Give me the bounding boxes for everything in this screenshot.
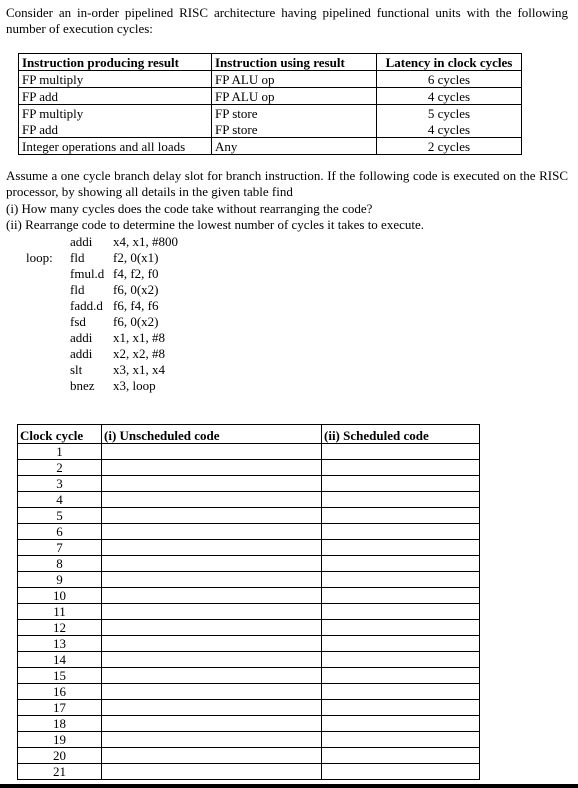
latency-row — [19, 105, 522, 122]
unscheduled-cell[interactable] — [102, 572, 322, 588]
cycle-row — [18, 668, 480, 684]
unscheduled-cell[interactable] — [102, 492, 322, 508]
code-opcode: fsd — [70, 314, 86, 329]
unscheduled-cell[interactable] — [102, 444, 322, 460]
cycle-number: 5 — [18, 508, 102, 524]
latency-cell-cycles: 4 cycles — [377, 88, 522, 105]
latency-header-producing: Instruction producing result — [19, 54, 212, 71]
latency-table — [18, 53, 522, 155]
intro-paragraph: Consider an in-order pipelined RISC architecture having pipelined functional units with the following number of execution cycles: — [6, 5, 568, 36]
cycle-row — [18, 492, 480, 508]
cycle-row — [18, 684, 480, 700]
latency-header-latency: Latency in clock cycles — [377, 54, 522, 71]
cycle-row — [18, 620, 480, 636]
latency-cell-producing: FP add — [19, 121, 212, 138]
code-operands: x4, x1, #800 — [113, 234, 178, 249]
cycle-number: 16 — [18, 684, 102, 700]
cycle-number: 4 — [18, 492, 102, 508]
scheduled-cell[interactable] — [322, 492, 480, 508]
scheduled-cell[interactable] — [322, 460, 480, 476]
cycle-row — [18, 540, 480, 556]
cycle-number: 10 — [18, 588, 102, 604]
scheduled-cell[interactable] — [322, 748, 480, 764]
unscheduled-cell[interactable] — [102, 668, 322, 684]
cycle-table — [17, 424, 480, 780]
cycle-row — [18, 604, 480, 620]
code-operands: f6, f4, f6 — [113, 298, 159, 313]
scheduled-cell[interactable] — [322, 556, 480, 572]
assumption-paragraph: Assume a one cycle branch delay slot for branch instruction. If the following code is executed on the RISC processor, by showing all details in the given table find — [6, 168, 568, 199]
scheduled-cell[interactable] — [322, 444, 480, 460]
code-operands: f6, 0(x2) — [113, 282, 159, 297]
cycle-row — [18, 444, 480, 460]
cycle-row — [18, 652, 480, 668]
cycle-row — [18, 716, 480, 732]
unscheduled-cell[interactable] — [102, 508, 322, 524]
cycle-number: 2 — [18, 460, 102, 476]
cycle-number: 15 — [18, 668, 102, 684]
latency-cell-producing: FP multiply — [19, 71, 212, 88]
cycle-number: 1 — [18, 444, 102, 460]
code-opcode: fadd.d — [70, 298, 103, 313]
code-opcode: fld — [70, 282, 85, 297]
latency-cell-using: FP store — [212, 105, 377, 122]
cycle-header-row — [18, 425, 480, 444]
cycle-number: 20 — [18, 748, 102, 764]
unscheduled-cell[interactable] — [102, 700, 322, 716]
code-operands: x1, x1, #8 — [113, 330, 165, 345]
unscheduled-cell[interactable] — [102, 620, 322, 636]
cycle-number: 18 — [18, 716, 102, 732]
unscheduled-cell[interactable] — [102, 524, 322, 540]
scheduled-cell[interactable] — [322, 732, 480, 748]
scheduled-cell[interactable] — [322, 700, 480, 716]
scheduled-cell[interactable] — [322, 652, 480, 668]
code-operands: x2, x2, #8 — [113, 346, 165, 361]
cycle-number: 12 — [18, 620, 102, 636]
question-1: (i) How many cycles does the code take without rearranging the code? — [6, 201, 373, 216]
code-operands: f2, 0(x1) — [113, 250, 159, 265]
latency-row — [19, 71, 522, 88]
latency-cell-cycles: 4 cycles — [377, 121, 522, 138]
code-operands: x3, x1, x4 — [113, 362, 165, 377]
latency-header-using: Instruction using result — [212, 54, 377, 71]
unscheduled-cell[interactable] — [102, 636, 322, 652]
scheduled-cell[interactable] — [322, 476, 480, 492]
code-opcode: bnez — [70, 378, 95, 393]
unscheduled-cell[interactable] — [102, 476, 322, 492]
latency-cell-using: FP store — [212, 121, 377, 138]
scheduled-cell[interactable] — [322, 524, 480, 540]
cycle-number: 8 — [18, 556, 102, 572]
unscheduled-cell[interactable] — [102, 588, 322, 604]
scheduled-cell[interactable] — [322, 764, 480, 780]
cycle-table-body — [18, 444, 480, 780]
scheduled-cell[interactable] — [322, 572, 480, 588]
cycle-number: 21 — [18, 764, 102, 780]
unscheduled-cell[interactable] — [102, 556, 322, 572]
latency-cell-using: FP ALU op — [212, 88, 377, 105]
unscheduled-cell[interactable] — [102, 732, 322, 748]
cycle-row — [18, 508, 480, 524]
cycle-row — [18, 524, 480, 540]
scheduled-cell[interactable] — [322, 620, 480, 636]
cycle-number: 13 — [18, 636, 102, 652]
cycle-number: 11 — [18, 604, 102, 620]
cycle-header-scheduled: (ii) Scheduled code — [322, 425, 480, 444]
latency-cell-using: FP ALU op — [212, 71, 377, 88]
cycle-row — [18, 588, 480, 604]
code-opcode: fld — [70, 250, 85, 265]
cycle-number: 7 — [18, 540, 102, 556]
code-opcode: slt — [70, 362, 83, 377]
scheduled-cell[interactable] — [322, 684, 480, 700]
question-2: (ii) Rearrange code to determine the lowest number of cycles it takes to execute. — [6, 217, 424, 232]
unscheduled-cell[interactable] — [102, 652, 322, 668]
unscheduled-cell[interactable] — [102, 540, 322, 556]
code-opcode: addi — [70, 330, 93, 345]
latency-cell-producing: FP multiply — [19, 105, 212, 122]
unscheduled-cell[interactable] — [102, 684, 322, 700]
scheduled-cell[interactable] — [322, 588, 480, 604]
scheduled-cell[interactable] — [322, 508, 480, 524]
latency-header-row — [19, 54, 522, 71]
scheduled-cell[interactable] — [322, 604, 480, 620]
scheduled-cell[interactable] — [322, 540, 480, 556]
cycle-row — [18, 748, 480, 764]
latency-cell-producing: Integer operations and all loads — [19, 138, 212, 155]
cycle-row — [18, 572, 480, 588]
cycle-number: 6 — [18, 524, 102, 540]
cycle-row — [18, 460, 480, 476]
code-operands: f4, f2, f0 — [113, 266, 159, 281]
cycle-number: 9 — [18, 572, 102, 588]
code-label: loop: — [26, 250, 53, 265]
latency-cell-using: Any — [212, 138, 377, 155]
code-opcode: addi — [70, 346, 93, 361]
cycle-row — [18, 700, 480, 716]
unscheduled-cell[interactable] — [102, 716, 322, 732]
unscheduled-cell[interactable] — [102, 604, 322, 620]
code-opcode: fmul.d — [70, 266, 105, 281]
latency-cell-producing: FP add — [19, 88, 212, 105]
latency-row — [19, 138, 522, 155]
scheduled-cell[interactable] — [322, 636, 480, 652]
latency-row — [19, 88, 522, 105]
latency-row — [19, 121, 522, 138]
cycle-number: 14 — [18, 652, 102, 668]
code-opcode: addi — [70, 234, 93, 249]
code-operands: x3, loop — [113, 378, 156, 393]
unscheduled-cell[interactable] — [102, 460, 322, 476]
latency-cell-cycles: 2 cycles — [377, 138, 522, 155]
cycle-row — [18, 764, 480, 780]
latency-cell-cycles: 5 cycles — [377, 105, 522, 122]
cycle-header-unscheduled: (i) Unscheduled code — [102, 425, 322, 444]
unscheduled-cell[interactable] — [102, 748, 322, 764]
latency-cell-cycles: 6 cycles — [377, 71, 522, 88]
unscheduled-cell[interactable] — [102, 764, 322, 780]
cycle-header-clock: Clock cycle — [18, 425, 102, 444]
cycle-row — [18, 476, 480, 492]
cycle-row — [18, 636, 480, 652]
cycle-number: 17 — [18, 700, 102, 716]
cycle-row — [18, 732, 480, 748]
code-operands: f6, 0(x2) — [113, 314, 159, 329]
bottom-rule — [0, 784, 578, 788]
scheduled-cell[interactable] — [322, 668, 480, 684]
cycle-number: 19 — [18, 732, 102, 748]
cycle-number: 3 — [18, 476, 102, 492]
scheduled-cell[interactable] — [322, 716, 480, 732]
cycle-row — [18, 556, 480, 572]
